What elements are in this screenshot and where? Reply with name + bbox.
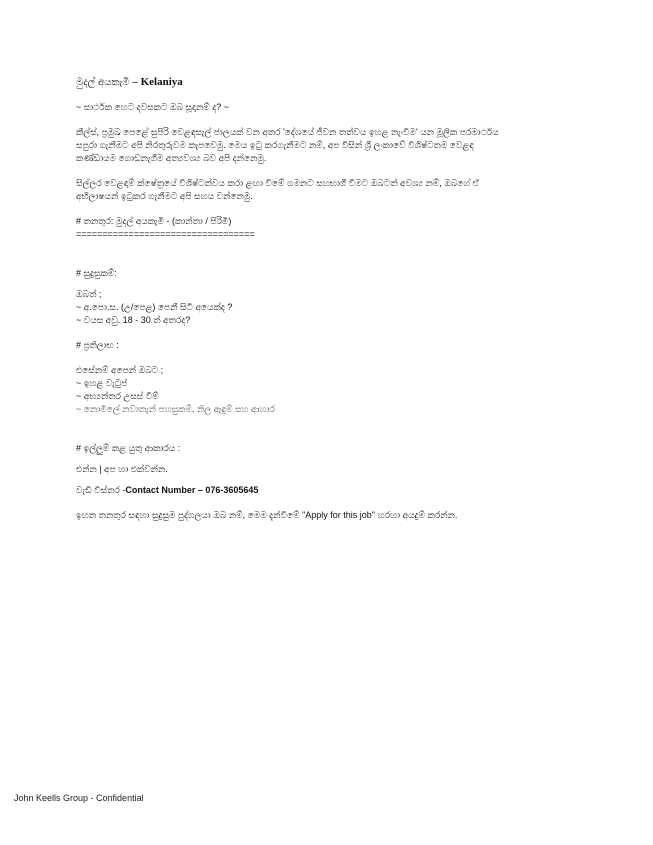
benefit-item: ~ අභ්‍යන්තර උසස් වීම් bbox=[76, 391, 159, 401]
qualifications-intro: ඔබත් ; bbox=[76, 289, 102, 299]
apply-line: එන්න | අප හා එක්වන්න. bbox=[76, 464, 168, 474]
qualification-item: ~ වයස අවු. 18 - 30 ත් අතරද? bbox=[76, 315, 191, 325]
apply-heading: # ඉල්ලුම් කළ යුතු ආකාරය : bbox=[76, 443, 181, 453]
job-title-si: මුදල් අයකැමි – bbox=[76, 77, 141, 88]
tagline: ~ සාර්ථක හෙට දවසකට ඔබ සූදානම් ද? ~ bbox=[76, 102, 230, 112]
intro-line: කීල්ස්, ප්‍රමුඛ පෙළේ සුපිරි වෙළඳසැල් ජාලයක් වන අතර 'දේශයේ ජීවන තත්වය ඉහළ නැංවීම' යන මූලික පරමාර්ථය bbox=[76, 127, 499, 137]
separator: ================================== bbox=[76, 229, 255, 239]
job-title-location: Kelaniya bbox=[140, 76, 183, 88]
retail-line: අභිලාෂයන් ඉටුකර ගැනීමට අපි සහය වන්නෙමු. bbox=[76, 191, 253, 201]
job-title bbox=[76, 76, 576, 89]
qualification-item: ~ අ.පො.ස. (උ/පෙළ) පෙනී සිටි අයෙක්ද ? bbox=[76, 302, 233, 312]
retail-line: සිල්ලර වෙළඳාම් ක්ෂේත්‍රයේ විශිෂ්ටත්වය කරා ළඟා වීමේ ගමනට සහභාගී වීමට ඔබටත් අවශ්‍ය නම්, ඔබගේ ඒ bbox=[76, 178, 480, 188]
benefit-item: ~ ඉහළ වැටුප් bbox=[76, 378, 128, 388]
intro-line: කණ්ඩායම ගොඩනැගීම අත්‍යවශ්‍ය බව අපි දන්නෙමු. bbox=[76, 153, 267, 163]
footer-confidential: John Keells Group - Confidential bbox=[14, 793, 144, 803]
benefits-heading: # ප්‍රතිලාභ : bbox=[76, 340, 119, 350]
benefits-intro: එසේනම් අපෙන් ඔබට ; bbox=[76, 365, 164, 375]
contact-line bbox=[76, 484, 576, 497]
intro-line: සපුරා ගැනීමට අපි නිරතුරුවම කැපවෙමු. මෙය ඉටු කරගැනීමට නම්, අප විසින් ශ්‍රී ලංකාවේ විශිෂ්ටතම වෙළඳ bbox=[76, 140, 474, 150]
contact-label: වැඩි විස්තර - bbox=[76, 485, 126, 495]
position-label: # තනතුර: මුදල් අයකැමි - (කාන්තා / පිරිමි) bbox=[76, 216, 232, 226]
benefit-item: ~ නොමිලේ නවාතැන් පහසුකම්, නිල ඇඳුම් සහ ආහාර bbox=[76, 404, 275, 414]
qualifications-heading: # සුදුසුකම්: bbox=[76, 268, 117, 278]
job-advert bbox=[76, 76, 576, 522]
closing-line: ඉහත තනතුර සඳහා සුදුසුම පුද්ගලයා ඔබ නම්, මෙම දැන්වීමේ "Apply for this job" හරහා අයදුම් කරන්න. bbox=[76, 510, 458, 520]
contact-number: Contact Number – 076-3605645 bbox=[125, 485, 259, 495]
